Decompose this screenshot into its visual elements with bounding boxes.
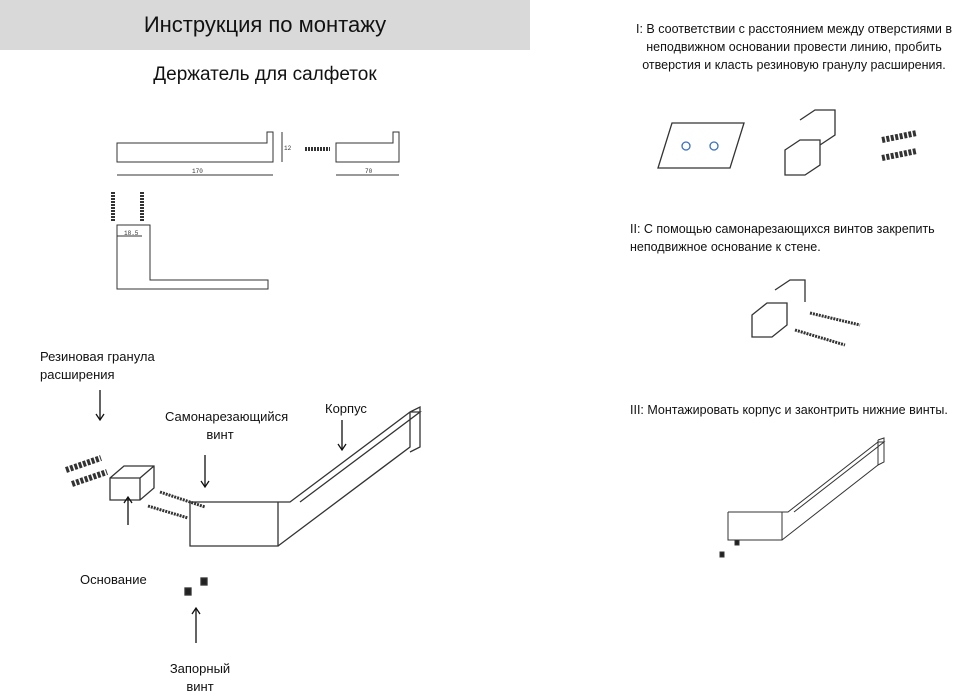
label-body: Корпус <box>325 401 367 416</box>
page-title: Инструкция по монтажу <box>143 12 387 37</box>
label-base: Основание <box>80 572 147 587</box>
side-view-drawing <box>305 132 399 175</box>
step-3-text: III: Монтажировать корпус и законтрить нижние винты. <box>630 403 948 417</box>
step1-illustration <box>658 110 917 175</box>
step-1-text: I: В соответствии с расстоянием между отверстиями в неподвижном основании провести линию, пробить отверстия и класть резиновую гранулу расширения. <box>636 22 952 72</box>
dimension-depth: 70 <box>365 168 373 175</box>
dimension-height: 12 <box>284 145 292 152</box>
dimension-length: 170 <box>192 168 203 175</box>
label-lock-screw: Запорный винт <box>169 661 231 694</box>
product-title: Держатель для салфеток <box>153 64 377 85</box>
label-self-tapping-screw: Самонарезающийся винт <box>165 409 289 442</box>
front-view-drawing <box>113 192 268 289</box>
step2-illustration <box>752 280 860 345</box>
label-rubber-anchor: Резиновая гранула расширения <box>40 349 155 382</box>
step-2-text: II: С помощью самонарезающихся винтов закрепить неподвижное основание к стене. <box>630 222 935 254</box>
top-view-drawing <box>117 132 292 175</box>
dimension-hole-spacing: 18.5 <box>124 230 139 237</box>
step3-illustration <box>720 438 884 557</box>
